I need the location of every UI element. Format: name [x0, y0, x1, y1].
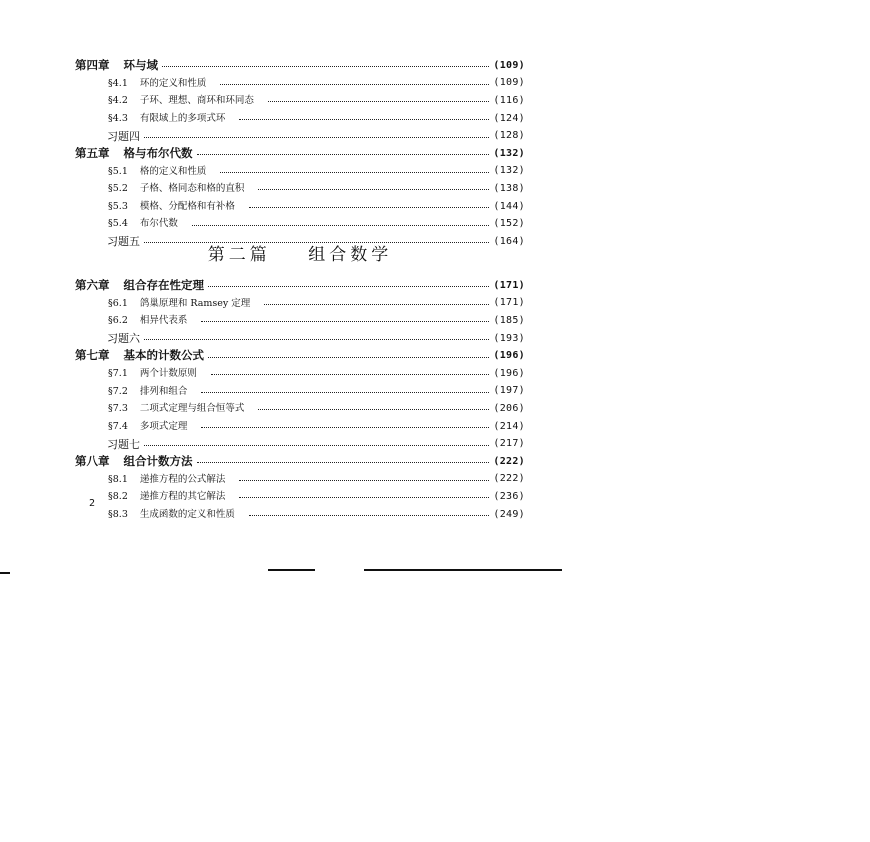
toc-entry-title: 组合计数方法 [123, 453, 193, 468]
dot-leader [201, 427, 489, 428]
toc-entry-number: §6.2 [108, 315, 128, 327]
toc-entry-number: 第七章 [75, 348, 110, 363]
toc-entry-page: (116) [493, 94, 525, 106]
toc-entry-page: (222) [493, 455, 525, 467]
toc-entry-number: §7.2 [108, 385, 128, 397]
dot-leader [239, 497, 489, 498]
toc-section-row [75, 400, 525, 418]
dot-leader [201, 321, 489, 322]
toc-entry-title: 子环、理想、商环和环同态 [139, 95, 254, 107]
toc-entry-number: §7.3 [108, 403, 128, 415]
dot-leader [249, 515, 490, 516]
dot-leader [211, 374, 490, 375]
dot-leader [144, 137, 489, 138]
dot-leader [192, 225, 490, 226]
dot-leader [144, 339, 489, 340]
toc-entry-title: 递推方程的其它解法 [139, 491, 226, 503]
part-name: 组合数学 [308, 245, 393, 265]
toc-entry-number: §5.3 [108, 200, 128, 212]
toc-entry-page: (124) [493, 112, 525, 124]
toc-entry-title: 组合存在性定理 [123, 278, 204, 293]
toc-entry-page: (144) [493, 200, 525, 212]
toc-entry-number: 第八章 [75, 453, 110, 468]
dot-leader [258, 409, 489, 410]
dot-leader [208, 357, 489, 358]
toc-entry-number: §8.2 [108, 491, 128, 503]
toc-entry-title: 习题五 [107, 235, 140, 249]
toc-section-row [75, 215, 525, 233]
dot-leader [249, 207, 490, 208]
toc-entry-number: §6.1 [108, 297, 128, 309]
toc-entry-number: §7.1 [108, 368, 128, 380]
toc-exercise-row [75, 127, 525, 145]
toc-entry-page: (193) [493, 332, 525, 344]
toc-entry-title: 模格、分配格和有补格 [139, 200, 235, 212]
toc-section-row [75, 312, 525, 330]
toc-chapter-row [75, 277, 525, 295]
toc-chapter-row [75, 57, 525, 75]
scan-artifact-line [0, 572, 10, 574]
toc-section-row [75, 110, 525, 128]
toc-entry-page: (197) [493, 385, 525, 397]
toc-entry-number: 第五章 [75, 146, 110, 161]
toc-entry-title: 鸽巢原理和 Ramsey 定理 [139, 297, 251, 309]
toc-entry-page: (109) [493, 77, 525, 89]
part-label: 第二篇 [207, 245, 271, 265]
toc-entry-page: (236) [493, 490, 525, 502]
dot-leader [258, 189, 489, 190]
toc-entry-page: (217) [493, 438, 525, 450]
toc-section-row [75, 163, 525, 181]
toc-section-row [75, 180, 525, 198]
toc-entry-title: 两个计数原则 [139, 368, 197, 380]
part-heading [75, 240, 525, 270]
toc-chapter-row [75, 347, 525, 365]
toc-section-row [75, 471, 525, 489]
toc-section-row [75, 295, 525, 313]
toc-section-row [75, 488, 525, 506]
toc-entry-title: 有限域上的多项式环 [139, 112, 226, 124]
toc-entry-title: 多项式定理 [139, 420, 188, 432]
toc-entry-page: (152) [493, 218, 525, 230]
toc-exercise-row [75, 435, 525, 453]
toc-entry-number: 第六章 [75, 278, 110, 293]
toc-entry-number: §5.2 [108, 183, 128, 195]
toc-section-row [75, 75, 525, 93]
toc-entry-number: 第四章 [75, 58, 110, 73]
toc-section-row [75, 198, 525, 216]
toc-entry-title: 习题四 [107, 129, 140, 143]
dot-leader [208, 286, 489, 287]
toc-entry-page: (109) [493, 59, 525, 71]
toc-entry-number: §4.2 [108, 95, 128, 107]
dot-leader [197, 154, 490, 155]
dot-leader [268, 101, 490, 102]
toc-entry-page: (206) [493, 402, 525, 414]
toc-entry-title: 相异代表系 [139, 315, 188, 327]
dot-leader [201, 392, 489, 393]
dot-leader [264, 304, 489, 305]
dot-leader [239, 119, 489, 120]
toc-entry-page: (164) [493, 235, 525, 247]
toc-entry-page: (214) [493, 420, 525, 432]
toc-entry-title: 习题七 [107, 437, 140, 451]
dot-leader [220, 84, 489, 85]
toc-entry-page: (171) [493, 279, 525, 291]
toc-entry-page: (196) [493, 350, 525, 362]
toc-entry-title: 习题六 [107, 332, 140, 346]
dot-leader [162, 66, 489, 67]
toc-entry-page: (171) [493, 297, 525, 309]
toc-entry-number: §8.1 [108, 473, 128, 485]
toc-entry-number: §8.3 [108, 508, 128, 520]
toc-entry-title: 二项式定理与组合恒等式 [139, 403, 245, 415]
toc-entry-number: §5.1 [108, 165, 128, 177]
toc-exercise-row [75, 330, 525, 348]
toc-entry-title: 布尔代数 [139, 218, 178, 230]
toc-section-row [75, 506, 525, 524]
toc-entry-page: (185) [493, 314, 525, 326]
toc-entry-title: 环的定义和性质 [139, 77, 207, 89]
page-number: 2 [89, 498, 96, 509]
toc-entry-title: 格与布尔代数 [123, 146, 193, 161]
toc-section-row [75, 383, 525, 401]
toc-part-2 [75, 277, 525, 523]
toc-entry-page: (222) [493, 473, 525, 485]
toc-entry-title: 递推方程的公式解法 [139, 473, 226, 485]
toc-entry-page: (138) [493, 182, 525, 194]
toc-entry-page: (132) [493, 165, 525, 177]
toc-section-row [75, 365, 525, 383]
toc-entry-title: 生成函数的定义和性质 [139, 508, 235, 520]
toc-entry-page: (249) [493, 508, 525, 520]
toc-entry-number: §7.4 [108, 420, 128, 432]
toc-entry-page: (196) [493, 367, 525, 379]
toc-entry-page: (132) [493, 147, 525, 159]
toc-chapter-row [75, 145, 525, 163]
toc-entry-number: §4.1 [108, 77, 128, 89]
toc-section-row [75, 418, 525, 436]
toc-section-row [75, 92, 525, 110]
scan-artifact-line [364, 569, 562, 571]
scan-artifact-line [268, 569, 315, 571]
toc-entry-title: 排列和组合 [139, 385, 188, 397]
dot-leader [144, 445, 489, 446]
toc-chapter-row [75, 453, 525, 471]
toc-entry-title: 子格、格同态和格的直积 [139, 183, 245, 195]
toc-entry-number: §4.3 [108, 112, 128, 124]
toc-entry-page: (128) [493, 130, 525, 142]
toc-entry-title: 基本的计数公式 [123, 348, 204, 363]
toc-part-1 [75, 57, 525, 251]
toc-entry-number: §5.4 [108, 218, 128, 230]
toc-entry-title: 环与域 [123, 58, 158, 73]
dot-leader [197, 462, 490, 463]
dot-leader [220, 172, 489, 173]
toc-entry-title: 格的定义和性质 [139, 165, 207, 177]
dot-leader [239, 480, 489, 481]
